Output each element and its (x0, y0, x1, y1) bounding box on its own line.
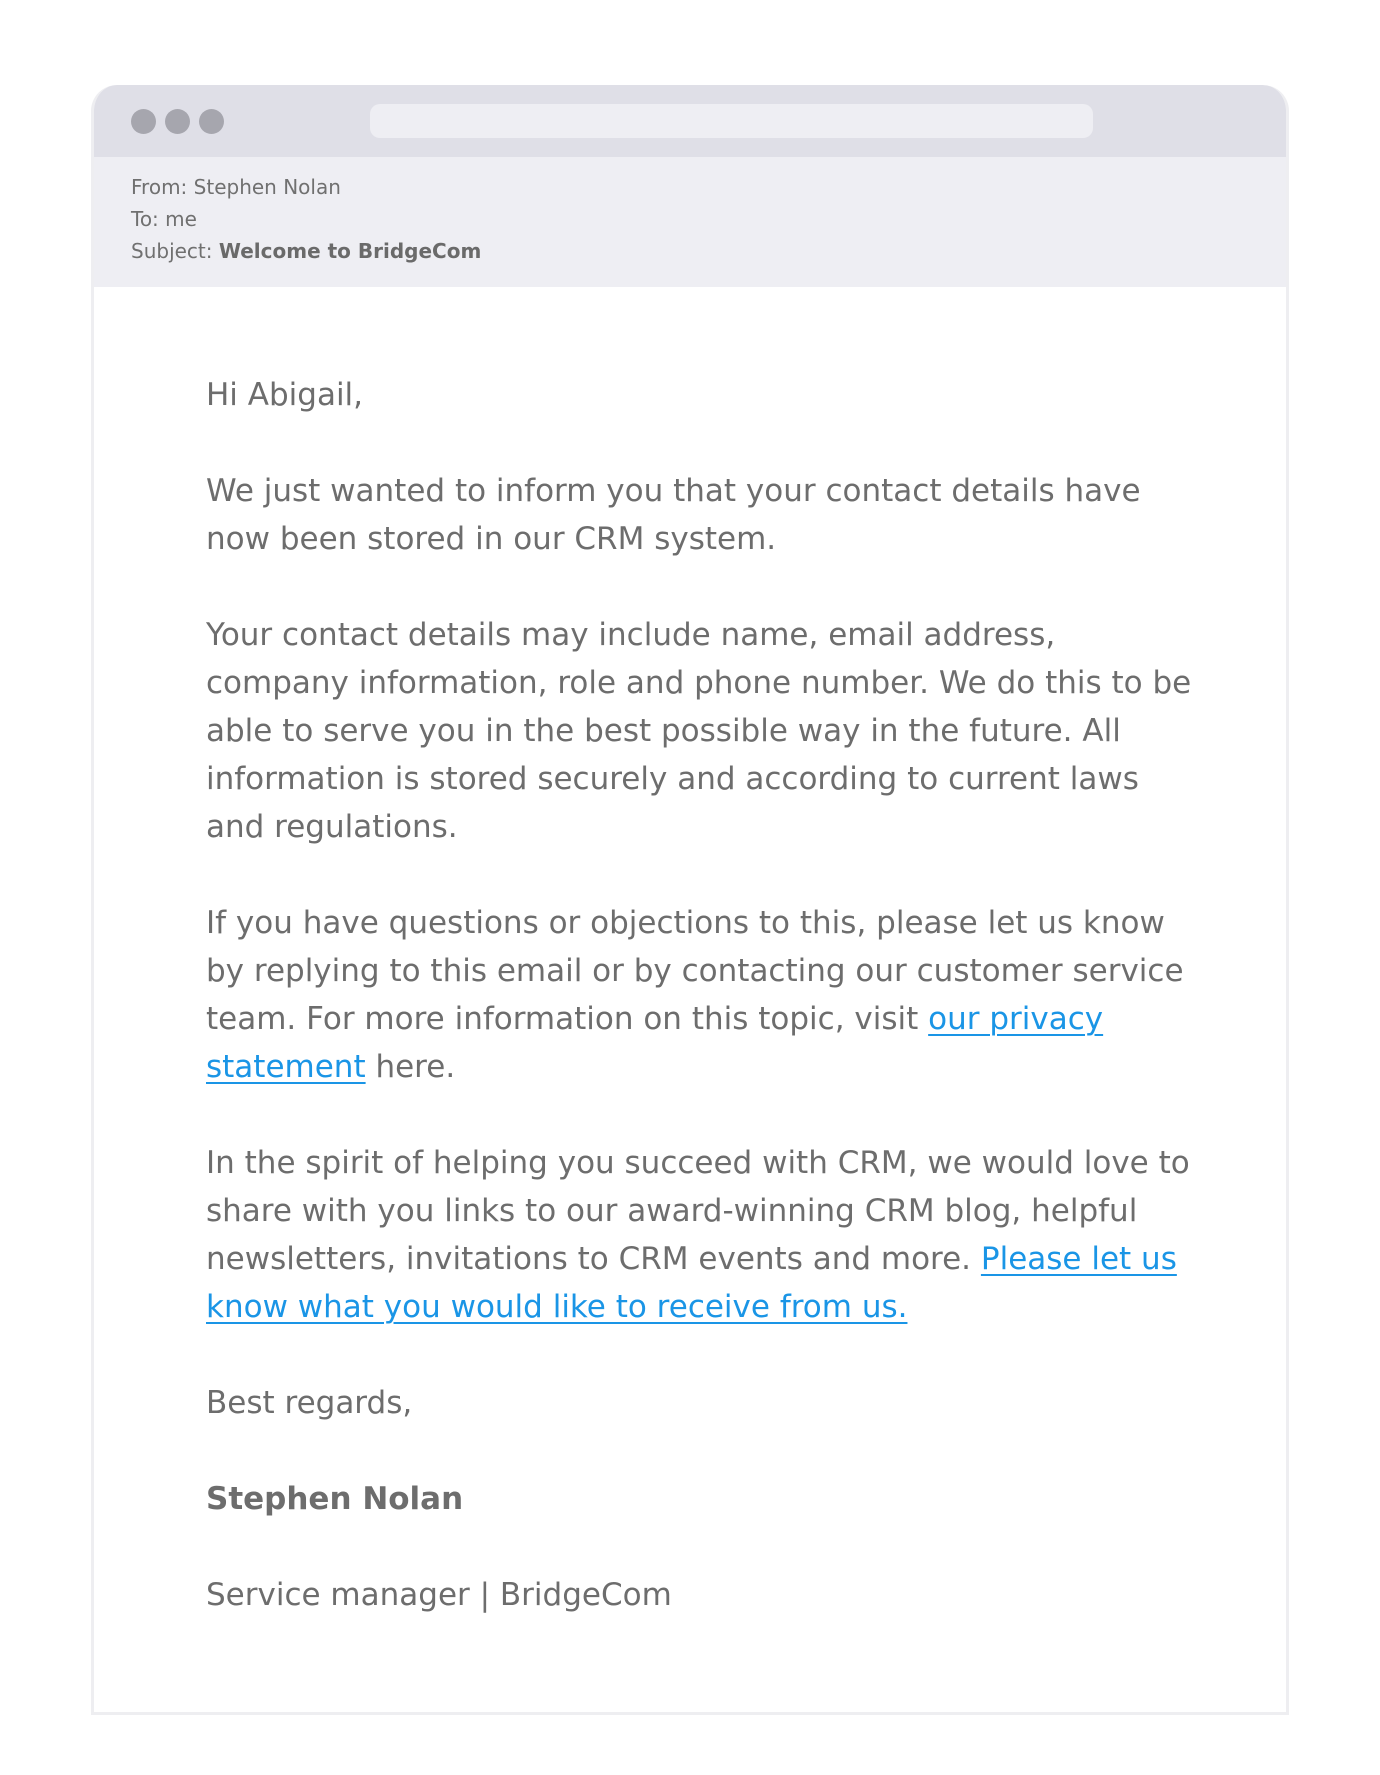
window-titlebar (91, 85, 1289, 157)
closing: Best regards, (206, 1385, 413, 1421)
paragraph-line: information is stored securely and according to current laws (206, 761, 1139, 797)
window-dot-icon[interactable] (131, 109, 156, 134)
window-dot-icon[interactable] (165, 109, 190, 134)
preferences-link-part1[interactable]: Please let us (980, 1241, 1177, 1277)
paragraph-line: Your contact details may include name, email address, (206, 617, 1056, 653)
paragraph-line: In the spirit of helping you succeed with CRM, we would love to (206, 1145, 1190, 1181)
email-header (91, 157, 1289, 287)
paragraph-stored (206, 467, 1206, 563)
paragraph-line: company information, role and phone number. We do this to be (206, 665, 1192, 701)
paragraph-tail: here. (365, 1049, 456, 1085)
greeting: Hi Abigail, (206, 377, 364, 413)
from-label: From: (131, 175, 188, 199)
subject-value: Welcome to BridgeCom (218, 239, 482, 263)
paragraph-line: We just wanted to inform you that your contact details have (206, 473, 1141, 509)
signature-title: Service manager | BridgeCom (206, 1577, 672, 1613)
address-bar[interactable] (370, 104, 1093, 138)
privacy-link-part2[interactable]: statement (206, 1049, 366, 1085)
paragraph-line: able to serve you in the best possible way in the future. All (206, 713, 1121, 749)
paragraph-line: newsletters, invitations to CRM events and more. (206, 1241, 981, 1277)
email-window (91, 85, 1289, 1715)
preferences-link-part2[interactable]: know what you would like to receive from us. (206, 1289, 908, 1325)
signature-name: Stephen Nolan (206, 1481, 464, 1517)
to-value: me (165, 207, 197, 231)
paragraph-questions (206, 899, 1206, 1091)
paragraph-line: team. For more information on this topic, visit (206, 1001, 929, 1037)
from-line (131, 175, 341, 199)
paragraph-line: and regulations. (206, 809, 458, 845)
subject-label: Subject: (131, 239, 213, 263)
window-dot-icon[interactable] (199, 109, 224, 134)
paragraph-line: If you have questions or objections to this, please let us know (206, 905, 1165, 941)
from-value: Stephen Nolan (193, 175, 341, 199)
paragraph-details (206, 611, 1206, 851)
paragraph-line: by replying to this email or by contacting our customer service (206, 953, 1184, 989)
to-label: To: (131, 207, 159, 231)
paragraph-line: share with you links to our award-winning CRM blog, helpful (206, 1193, 1138, 1229)
paragraph-line: now been stored in our CRM system. (206, 521, 777, 557)
paragraph-spirit (206, 1139, 1206, 1331)
to-line (131, 207, 197, 231)
privacy-link-part1[interactable]: our privacy (928, 1001, 1104, 1037)
email-body (206, 371, 1206, 1667)
subject-line (131, 239, 481, 263)
